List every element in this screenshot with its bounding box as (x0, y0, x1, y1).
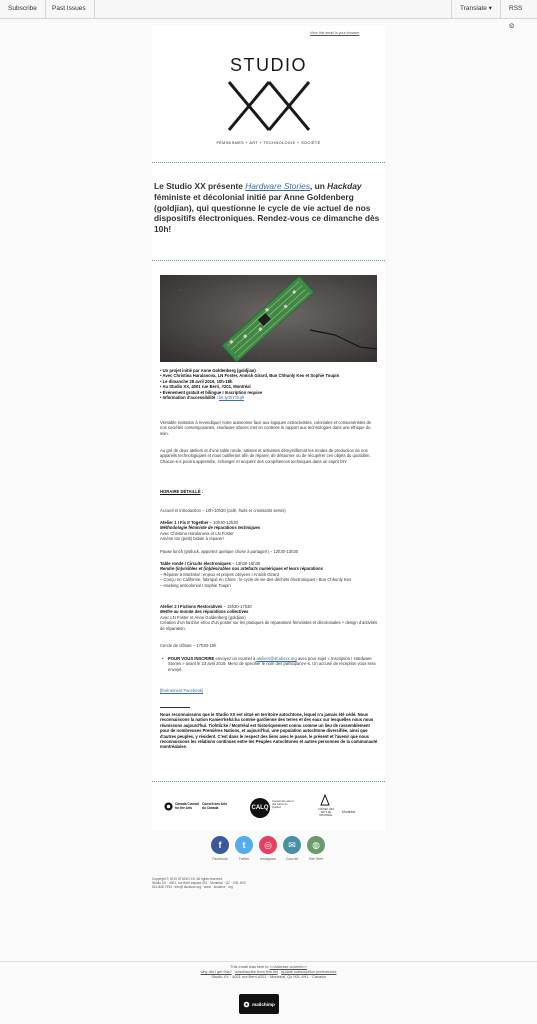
atelier-1-title: Atelier 1 I Fix It Together (160, 520, 209, 525)
social-label: Courriel (285, 857, 299, 861)
footer-text: This email was sent to (230, 964, 270, 969)
calq-text: Conseil des arts et des lettres du Québec (272, 800, 294, 810)
cam-logo-icon (320, 794, 330, 806)
calq-logo-icon: CALQ (250, 798, 270, 818)
canada-council-text: Canada Council for the Arts (175, 802, 200, 810)
atelier-1-line: Amène ton (petit) bidule à réparer! (160, 536, 224, 542)
twitter-social-link[interactable] (233, 836, 255, 861)
view-in-browser-link[interactable]: View this email in your browser (310, 31, 360, 35)
divider (152, 781, 385, 782)
atelier-1-subtitle: Méthodologie féministe de réparations techniques (160, 525, 261, 531)
territory-acknowledgment: Nous reconnaissons que le Studio XX est situé en territoire autochtone, lequel n'a jamais été cédé. Nous reconnaissons la nation Kanien'kehá:ka comme gardienne des terres et des eaux sur lesquelles nous nous réunissons aujourd'hui. Tiohtià:ke / Montréal est historiquement connu comme un lieu de rassemblement pour de nombreuses Premières Nations, et aujourd'hui, une population autochtone diversifiée, ainsi que d'autres peuples, y résident. C'est dans le respect des liens avec le passé, le présent et l'avenir que nous reconnaissons les relations continues entre les Peuples Autochtones et autres personnes de la communauté montréalaise. (160, 712, 378, 750)
logo-subtitle: FÉMINISMES + ART + TECHNOLOGIE + SOCIÉTÉ (216, 141, 321, 145)
why-did-i-get-this-link[interactable]: why did I get this? (200, 969, 232, 974)
intro-text: féministe et décolonial initié par Anne Goldenberg (goldjian), qui questionne le cycle de vie actuel de nos dispositifs électroniques. Rendez-vous ce dimanche dès 10h! (154, 191, 380, 235)
round-table-subtitle: Rendre (in)visibles et (in)désirables nos artefacts numériques et leurs réparations (160, 566, 323, 572)
signup-text: avec pour sujet « Inscription I Hardware Stories » avant le 23 avril 2019. Merci de spécifier le nom des participant-e-s. Un accusé de réception vous sera envoyé. (168, 656, 376, 672)
round-table-line: – Réparer à Montréal : enjeux et projets citoyens I Annick Girard (160, 571, 279, 577)
round-table-line: – Conçu en Californie, fabriqué en Chine : le cycle de vie des déchets électroniques I Bun Chhunly Keo (160, 577, 352, 583)
divider (152, 260, 385, 261)
website-social-link[interactable] (305, 836, 327, 861)
hardware-stories-link[interactable]: Hardware Stories (245, 181, 310, 191)
intro-paragraph (154, 181, 380, 235)
conseil-arts-text: Conseil des Arts du Canada (202, 802, 228, 810)
list-item: • Le dimanche 28 avril 2019, 10h-18h (160, 378, 233, 384)
unsubscribe-link[interactable]: unsubscribe from this list (234, 969, 278, 974)
intro-text: Hackday (327, 181, 362, 191)
atelier-1-time: – 10h30-12h30 (208, 520, 238, 525)
mailchimp-icon (243, 1001, 250, 1008)
footer-address: Studio XX · 4001 rue Berri #201 · Montréal, Qc H2L 4H1 · Canada (211, 974, 326, 979)
schedule-heading-text: : (200, 489, 204, 494)
email-social-link[interactable] (281, 836, 303, 861)
intro-text: Le Studio XX présente (154, 181, 246, 191)
description-text: Hardware Stories (216, 425, 249, 431)
studio-xx-logo-icon (226, 80, 312, 132)
instagram-social-link[interactable] (257, 836, 279, 861)
atelier-1-line: Avec Christina Haralanova et LN Foster (160, 530, 234, 536)
atelier-2-line: Création d'un fanzine et/ou d'un poster sur les pratiques de réparations féministes et décoloniales + design d'activités de réparation. (160, 620, 378, 631)
atelier-2-subtitle: Mettre au monde des réparations collectives (160, 609, 249, 615)
facebook-event-row (160, 688, 378, 693)
closing-item: Cercle de clôture – 17h30-18h (160, 643, 217, 648)
mailchimp-label: mailchimp (252, 1001, 275, 1007)
instagram-icon: ◎ (259, 836, 277, 854)
round-table-title: Table ronde I Circuits électroniques (160, 561, 231, 566)
workshops-paragraph: Au gré de deux ateliers et d'une table ronde, artistes et activistes démystifieront les modes de production de nos appareils technologiques et nous outilleront afin de réparer, de détourner ou de récupérer ces objets du quotidien. Chacun-e-s pourra apprendre, échanger et acquérir des compétences techniques dans un esprit DIY. (160, 448, 371, 464)
copyright-block (152, 877, 302, 890)
top-bar (0, 0, 537, 30)
signup-info (162, 656, 378, 672)
intro-text: , un (309, 181, 328, 191)
copyright-line: Copyright © 2019 STUDIO XX, All rights reserved. (152, 877, 223, 881)
translate-dropdown[interactable]: Translate ▾ (451, 0, 500, 18)
description-text: met en contexte le rapport aux technologies dans une éthique du soin. (160, 425, 371, 436)
circuit-board-photo (160, 275, 377, 362)
recipient-email-link[interactable]: <<Adresse courriel>> (269, 964, 307, 969)
atelier-2-line: Avec LN Foster et Anne Goldenberg (goldjian) (160, 614, 246, 620)
list-item: • Avec Christina Haralanova, LN Foster, Annick Girard, Bun Chhunly Keo et Sophie Toupin (160, 373, 340, 379)
round-table-time: – 13h30-15h30 (230, 561, 261, 566)
social-links (152, 831, 385, 871)
description-paragraph (160, 420, 378, 436)
list-item: • Événement gratuit et bilingue I Inscription requise (160, 389, 263, 395)
footer (0, 961, 537, 979)
short-rule (160, 707, 190, 708)
social-label: Site Web (308, 857, 324, 861)
bullet-dot: • (162, 656, 164, 661)
rss-link[interactable]: RSS ⧀ (500, 0, 537, 18)
copyright-line: 514-845-7934 · info@ studioxx.org · www · studioxx · org (152, 885, 233, 890)
montreal-text: Montréal (342, 810, 356, 814)
mailchimp-badge[interactable] (239, 994, 279, 1014)
facebook-icon: f (211, 836, 229, 854)
description-text: Véritable invitation à revendiquer notre autonomie face aux logiques extractivistes, coloniales et consuméristes de nos sociétés contemporaines, (160, 420, 372, 431)
signup-label: POUR VOUS INSCRIRE (168, 656, 215, 661)
social-label: Facebook (212, 857, 228, 861)
list-item: • Un projet initié par Anne Goldenberg (goldjian) (160, 368, 256, 373)
email-icon: ✉ (283, 836, 301, 854)
social-label: Twitter (238, 857, 250, 861)
list-item: • Au Studio XX, 4001 rue Berri, #201, Montréal (160, 384, 251, 390)
atelier-2 (160, 604, 378, 631)
sponsors-row (160, 790, 378, 830)
round-table (160, 561, 378, 588)
lunch-item: Pause lunch (potluck, apportez quelque chose à partager!) – 12h30-13h30 (160, 549, 299, 554)
logo-title: STUDIO (229, 55, 307, 75)
accessibility-link[interactable]: bit.ly/2IYOuj9 (219, 395, 244, 401)
divider (152, 162, 385, 163)
schedule-heading-text: HORAIRE DÉTAILLÉ (160, 489, 201, 494)
cam-text: CONSEIL DES ARTS DE MONTRÉAL (318, 808, 334, 817)
round-table-line: – Hacking anticolonial I Sophie Toupin (160, 582, 231, 588)
event-details-list (160, 368, 378, 400)
globe-icon: ◍ (307, 836, 325, 854)
signup-email-link[interactable]: ateliers@studioxx.org (256, 656, 297, 661)
copyright-line: Studio XX · 4001, rue Berri espace 201 · Montréal · QC · H2L 4H2 (152, 881, 246, 886)
list-item: • Information d'accessibilité : (160, 395, 220, 401)
schedule-heading (160, 489, 378, 494)
welcome-item: Accueil et introduction – 10h-10h30 (café, fruits et croissants servis) (160, 508, 286, 513)
canada-council-logo-icon (164, 802, 173, 811)
past-issues-link[interactable]: Past Issues (44, 0, 95, 18)
atelier-2-title: Atelier 2 I Fictions Restoratives (160, 604, 223, 609)
facebook-event-link[interactable]: [Événement Facebook] (160, 688, 204, 693)
atelier-1 (160, 520, 378, 542)
facebook-social-link[interactable] (209, 836, 231, 861)
atelier-2-time: – 15h30-17h30 (222, 604, 252, 609)
subscribe-link[interactable]: Subscribe (0, 0, 46, 18)
twitter-icon: t (235, 836, 253, 854)
signup-text: envoyez un courriel à (214, 656, 257, 661)
update-preferences-link[interactable]: update subscription preferences (281, 969, 337, 974)
social-label: Instagram (260, 857, 276, 861)
